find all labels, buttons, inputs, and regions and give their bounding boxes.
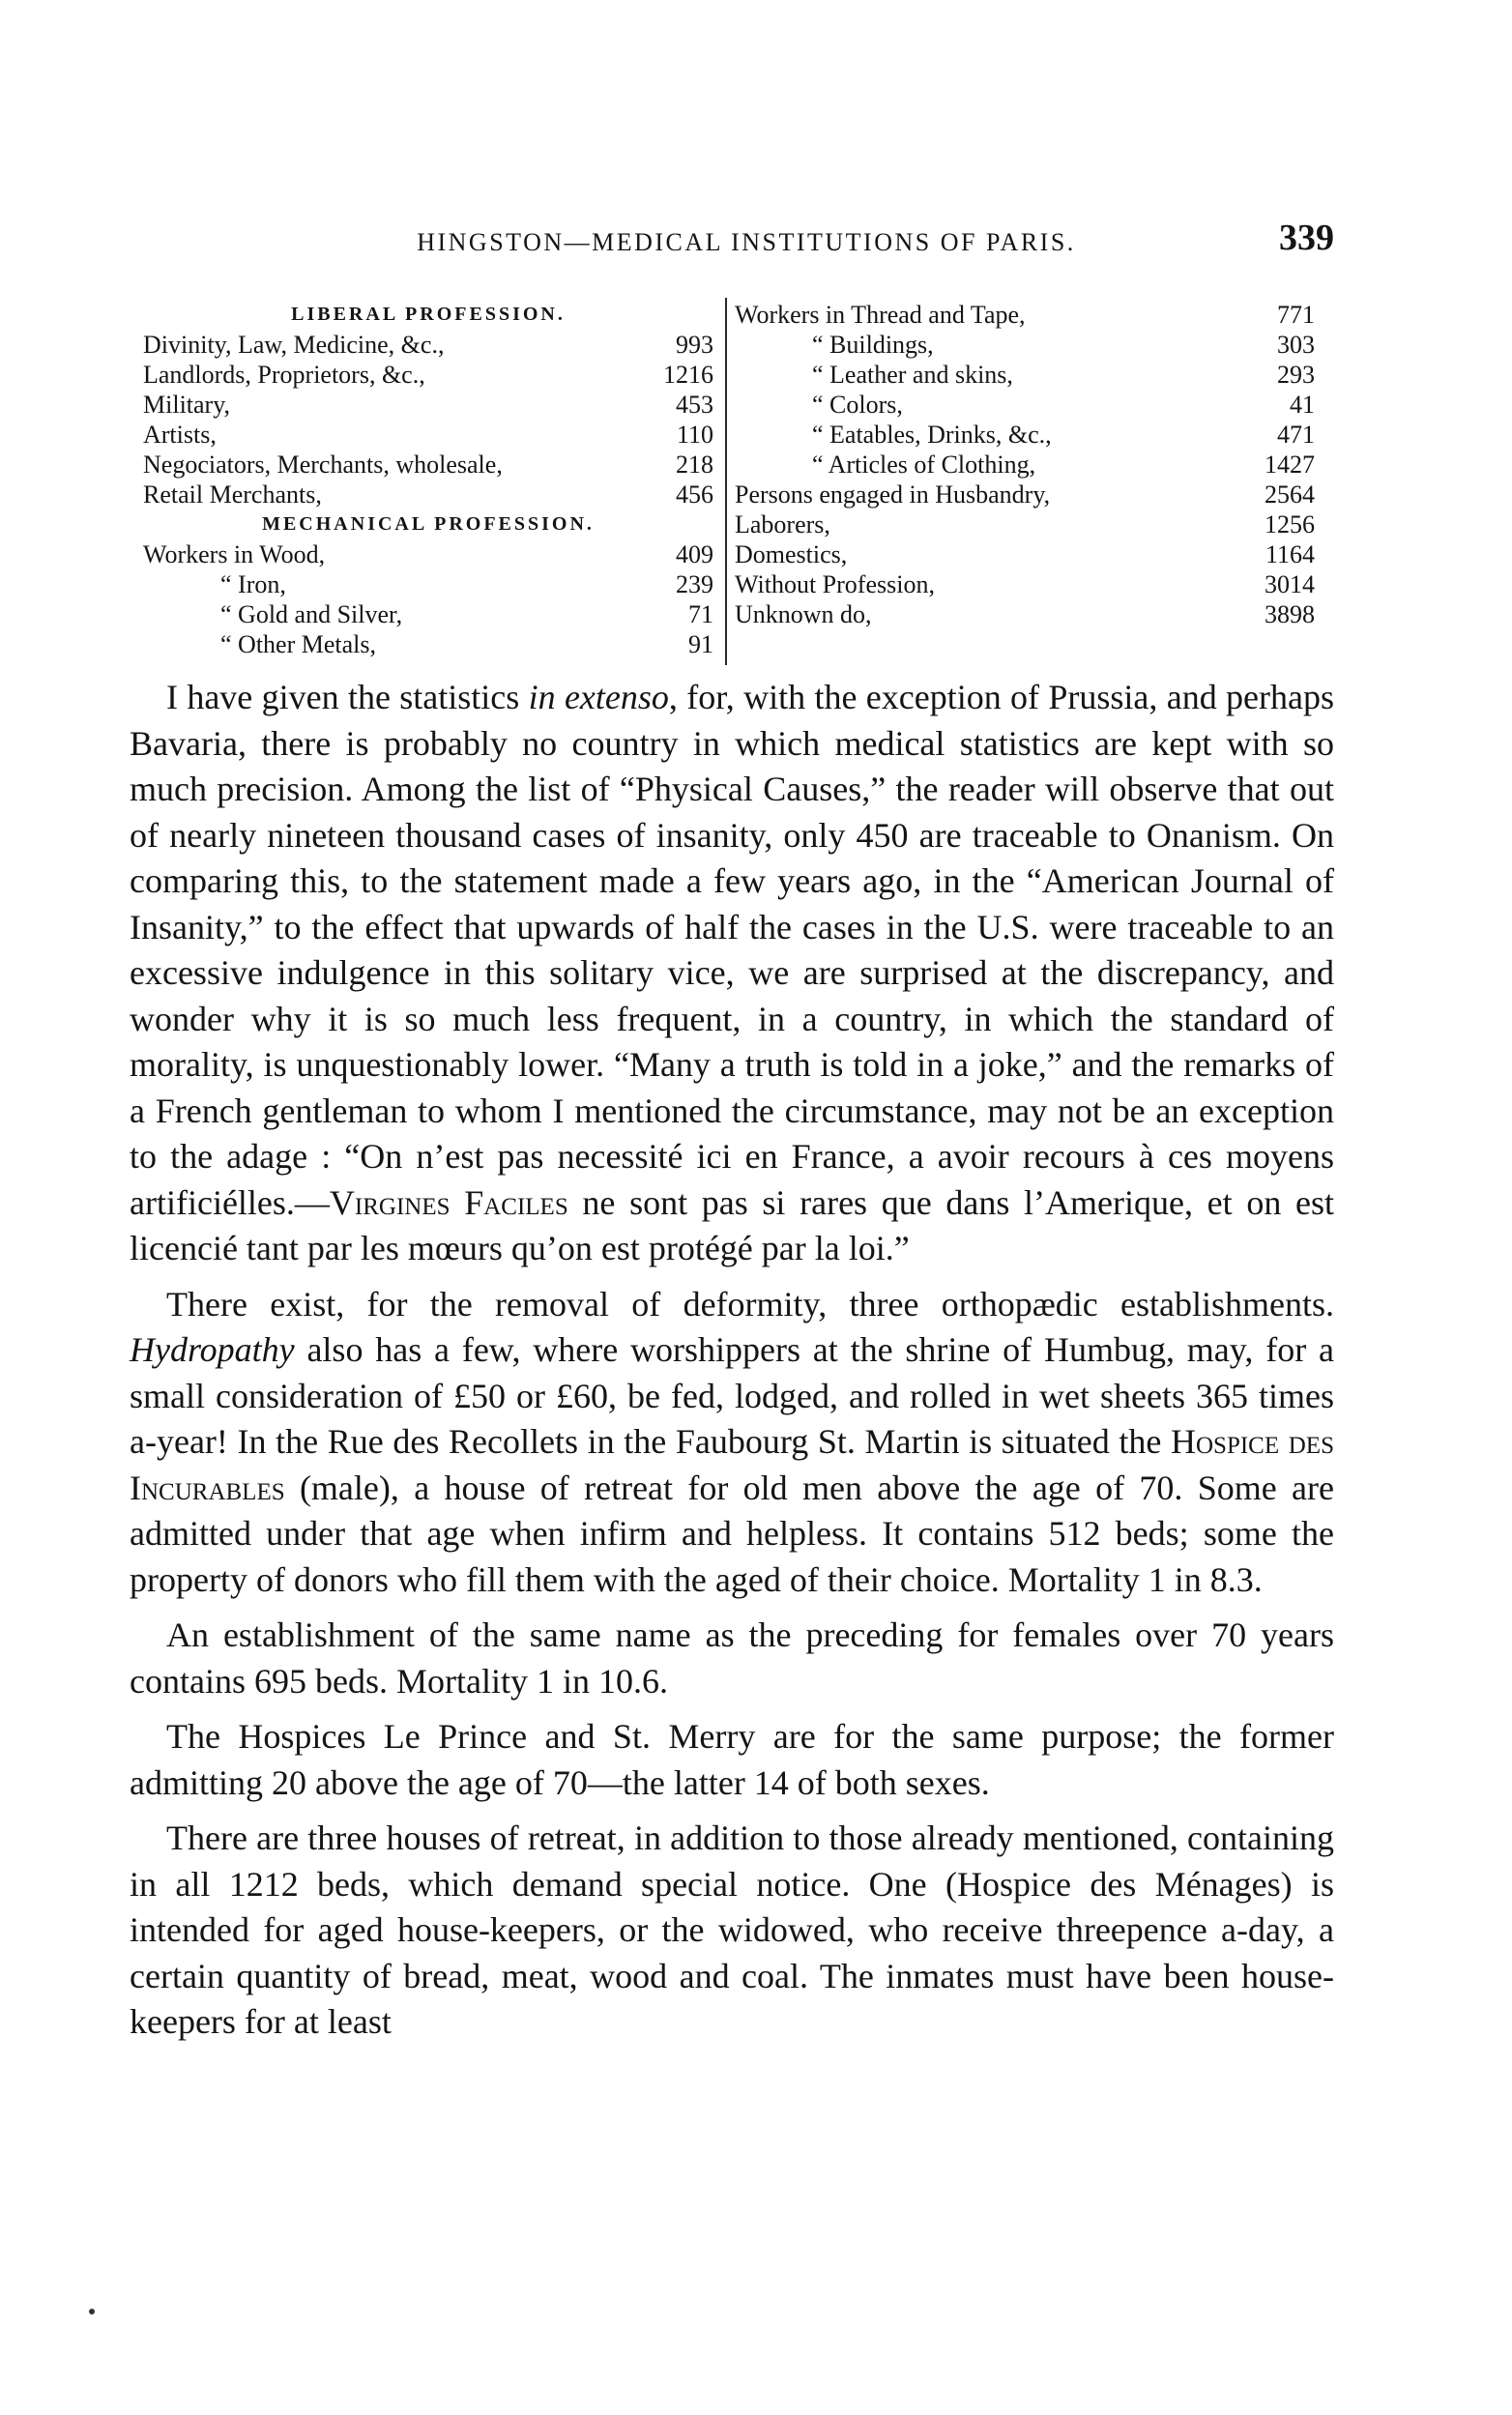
occupation-label: “ Other Metals, bbox=[220, 630, 377, 658]
table-row bbox=[143, 420, 713, 450]
table-row bbox=[143, 539, 713, 569]
occupation-label: Workers in Wood, bbox=[143, 540, 326, 568]
table-row bbox=[143, 360, 713, 390]
paragraph-statistics-commentary bbox=[130, 675, 1334, 1272]
occupation-count: 1256 bbox=[1265, 510, 1315, 538]
text-run: There exist, for the removal of deformity, three orthopædic establishments. bbox=[166, 1284, 1334, 1324]
occupation-count: 1216 bbox=[663, 361, 713, 389]
table-row bbox=[735, 450, 1315, 480]
paragraph-hospices: The Hospices Le Prince and St. Merry are for the same purpose; the former admitting 20 above the age of 70—the latter 14 of both sexes. bbox=[130, 1717, 1334, 1802]
occupation-label: Persons engaged in Husbandry, bbox=[735, 480, 1051, 509]
text-run: , for, with the exception of Prussia, and perhaps Bavaria, there is probably no country in which medical statistics are kept with so much precision. Among the list of “Physical Causes,” the reader will observe that out of nearly nineteen thousand cases of insanity, only 450 are traceable to Onanism. On comparing this, to the statement made a few years ago, in the “American Journal of Insanity,” to the effect that upwards of half the cases in the U.S. were traceable to an excessive indulgence in this solitary vice, we are surprised at the discrepancy, and wonder why it is so much less frequent, in a country, in which the standard of morality, is unquestionably lower. “Many a truth is told in a joke,” and the remarks of a French gentleman to whom I mentioned the circumstance, may not be an exception to the adage : “On n’est pas necessité ici en France, a avoir recours à ces moyens artificiélles.— bbox=[130, 678, 1335, 1222]
italic-phrase: in extenso bbox=[528, 678, 669, 716]
occupation-label: “ Iron, bbox=[220, 570, 286, 598]
table-row bbox=[735, 480, 1315, 509]
occupation-label: “ Eatables, Drinks, &c., bbox=[812, 421, 1052, 449]
occupation-count: 453 bbox=[676, 391, 713, 419]
table-row bbox=[735, 539, 1315, 569]
occupation-count: 471 bbox=[1277, 421, 1315, 449]
text-run: also has a few, where worshippers at the shrine of Humbug, may, for a small consideration of £50 or £60, be fed, lodged, and rolled in wet sheets 365 times a-year! In the Rue des Recollets in the Faubourg St. Martin is situated the bbox=[130, 1330, 1334, 1461]
paragraph-houses-of-retreat: There are three houses of retreat, in addition to those already mentioned, containing in all 1212 beds, which demand special notice. One (Hospice des Ménages) is intended for aged house-keepers, or the widowed, who receive threepence a-day, a certain quantity of bread, meat, wood and coal. The inmates must have been house-keepers for at least bbox=[130, 1819, 1334, 2041]
table-row bbox=[735, 420, 1315, 450]
occupation-label: “ Colors, bbox=[812, 391, 903, 419]
table-row bbox=[143, 450, 713, 480]
table-row bbox=[143, 599, 713, 629]
table-row bbox=[735, 599, 1315, 629]
occupation-label: Without Profession, bbox=[735, 570, 935, 598]
text-run: I have given the statistics bbox=[166, 678, 529, 716]
occupation-label: Laborers, bbox=[735, 510, 830, 538]
occupation-count: 239 bbox=[676, 570, 713, 598]
occupation-label: “ Buildings, bbox=[812, 331, 934, 359]
occupation-label: Landlords, Proprietors, &c., bbox=[143, 361, 425, 389]
occupation-label: Negociators, Merchants, wholesale, bbox=[143, 451, 503, 479]
table-row bbox=[735, 569, 1315, 599]
table-row bbox=[735, 390, 1315, 420]
table-row bbox=[735, 330, 1315, 360]
occupation-count: 41 bbox=[1290, 391, 1315, 419]
column-divider bbox=[725, 298, 727, 665]
occupation-label: Military, bbox=[143, 391, 231, 419]
occupation-label: “ Gold and Silver, bbox=[220, 600, 403, 628]
occupation-count: 409 bbox=[676, 540, 713, 568]
italic-phrase: Hydropathy bbox=[130, 1330, 295, 1369]
table-row bbox=[143, 569, 713, 599]
occupation-label: Artists, bbox=[143, 421, 217, 449]
running-title: HINGSTON—MEDICAL INSTITUTIONS OF PARIS. bbox=[417, 228, 1076, 256]
occupation-label: Unknown do, bbox=[735, 600, 872, 628]
table-row bbox=[735, 360, 1315, 390]
occupation-count: 1427 bbox=[1265, 451, 1315, 479]
table-row bbox=[143, 629, 713, 659]
occupation-count: 71 bbox=[688, 600, 713, 628]
smallcaps-phrase: Virgines Faciles bbox=[329, 1182, 568, 1222]
paragraph-females-establishment: An establishment of the same name as the preceding for females over 70 years contains 695 beds. Mortality 1 in 10.6. bbox=[130, 1615, 1334, 1701]
table-row bbox=[143, 390, 713, 420]
stats-table-left bbox=[143, 300, 713, 659]
paragraph-orthopaedic bbox=[130, 1282, 1334, 1604]
table-section-heading: LIBERAL PROFESSION. bbox=[291, 304, 566, 325]
body-text bbox=[130, 675, 1334, 2055]
table-row bbox=[735, 300, 1315, 330]
table-section-heading: MECHANICAL PROFESSION. bbox=[262, 513, 595, 535]
occupation-count: 303 bbox=[1277, 331, 1315, 359]
occupation-count: 91 bbox=[688, 630, 713, 658]
table-row bbox=[143, 330, 713, 360]
occupation-label: “ Articles of Clothing, bbox=[812, 451, 1036, 479]
occupation-count: 1164 bbox=[1265, 540, 1315, 568]
occupation-count: 456 bbox=[676, 480, 713, 509]
occupation-count: 218 bbox=[676, 451, 713, 479]
occupation-label: Workers in Thread and Tape, bbox=[735, 301, 1026, 329]
stats-table-right bbox=[735, 300, 1315, 629]
occupation-label: Retail Merchants, bbox=[143, 480, 322, 509]
text-run: (male), a house of retreat for old men above the age of 70. Some are admitted under that age when infirm and helpless. It contains 512 beds; some the property of donors who fill them with the aged of their choice. Mortality 1 in 8.3. bbox=[130, 1468, 1334, 1599]
occupation-count: 2564 bbox=[1265, 480, 1315, 509]
occupation-count: 293 bbox=[1277, 361, 1315, 389]
page-number: 339 bbox=[1279, 218, 1334, 258]
occupation-count: 110 bbox=[676, 421, 713, 449]
occupation-label: “ Leather and skins, bbox=[812, 361, 1013, 389]
table-row bbox=[735, 509, 1315, 539]
occupation-label: Divinity, Law, Medicine, &c., bbox=[143, 331, 445, 359]
occupation-count: 771 bbox=[1277, 301, 1315, 329]
smallcaps-phrase: Hospice des Incurables bbox=[130, 1422, 1334, 1507]
occupation-count: 3898 bbox=[1265, 600, 1315, 628]
text-run: ne sont pas si rares que dans l’Amerique, et on est licencié tant par les mœurs qu’on est protégé par la loi.” bbox=[130, 1182, 1334, 1267]
occupation-count: 3014 bbox=[1265, 570, 1315, 598]
occupation-count: 993 bbox=[676, 331, 713, 359]
table-row bbox=[143, 480, 713, 509]
occupation-label: Domestics, bbox=[735, 540, 848, 568]
stray-ink-dot bbox=[89, 2309, 95, 2314]
